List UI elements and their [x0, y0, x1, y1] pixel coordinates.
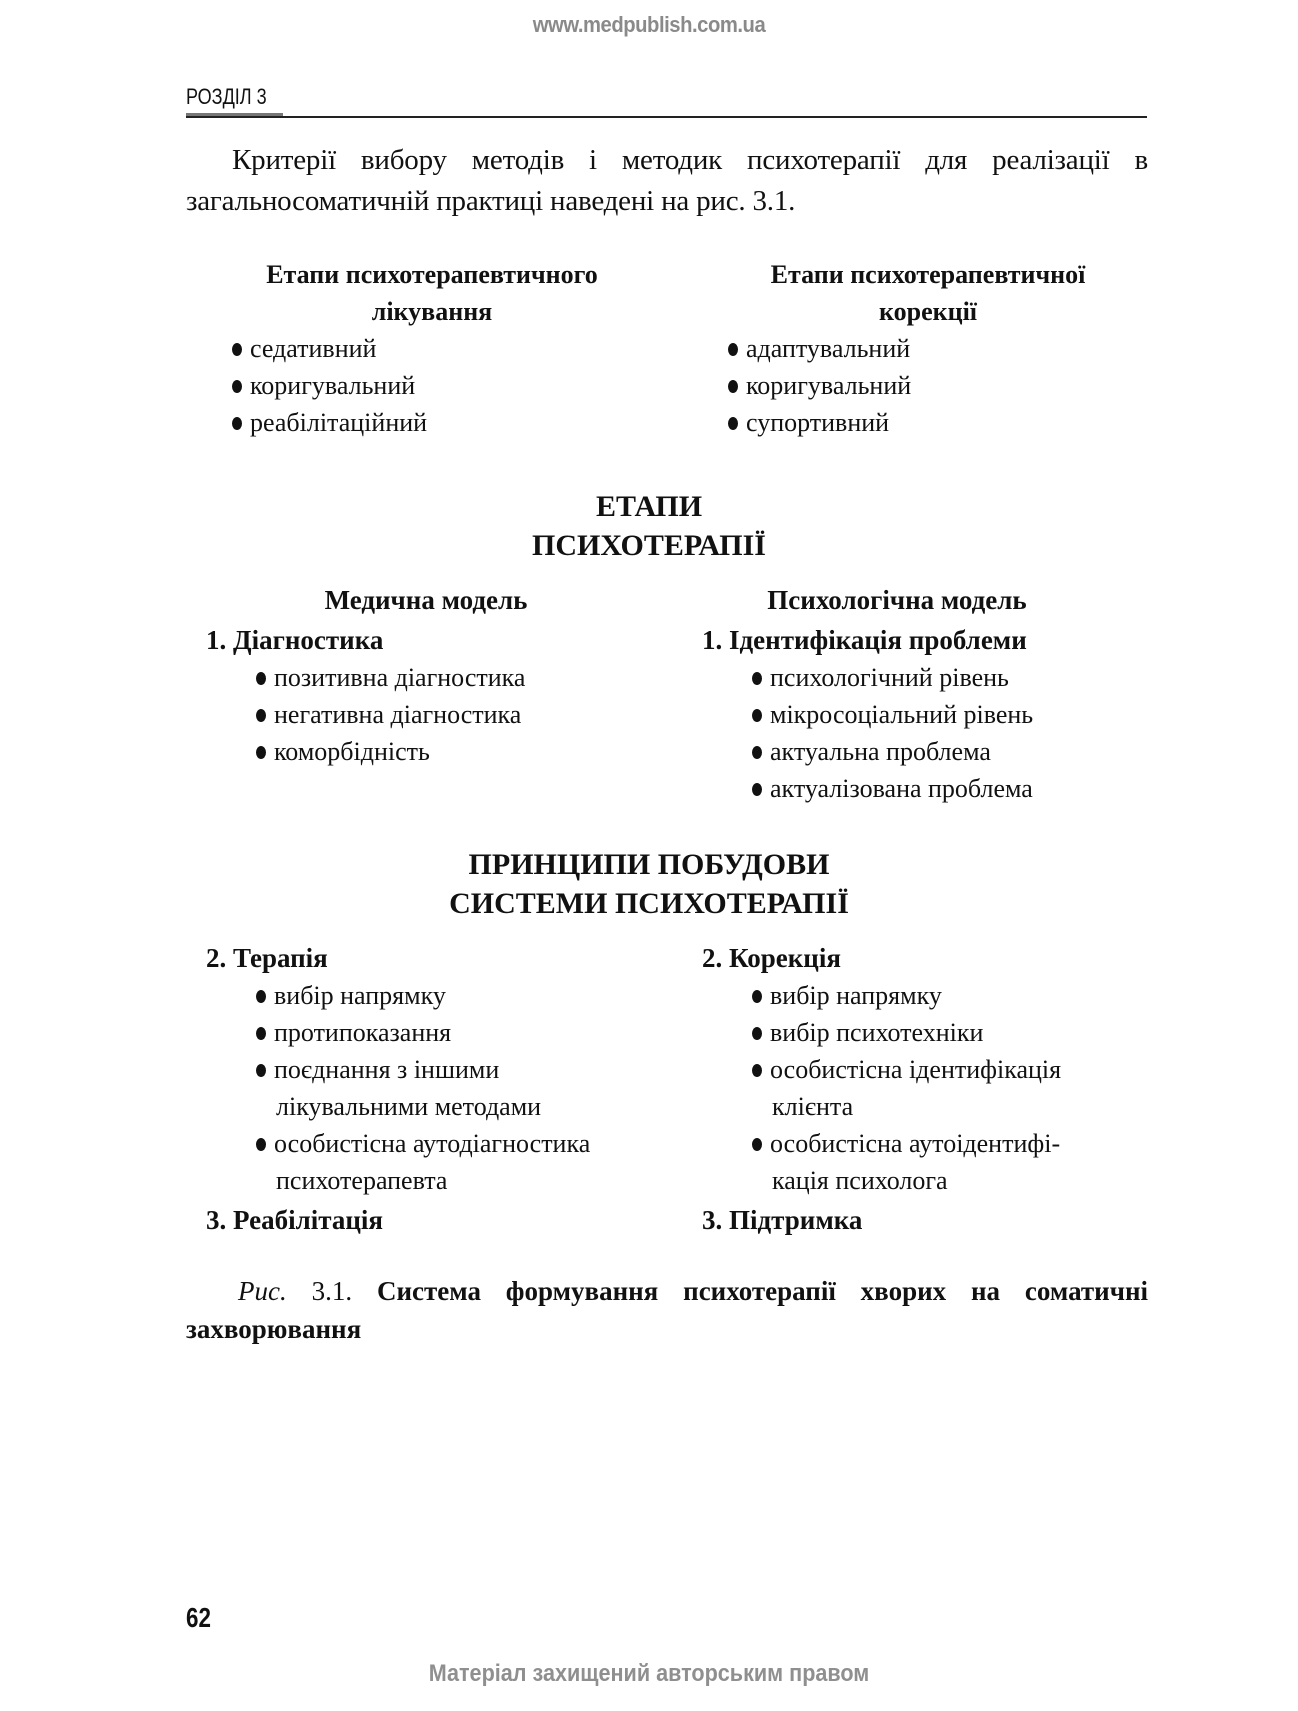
- title-line: лікування: [371, 297, 493, 326]
- bullet-icon: [256, 1027, 266, 1040]
- title-line: Етапи психотерапевтичного: [266, 260, 598, 289]
- list-item: [728, 330, 1128, 367]
- list-item-text: мікросоціальний рівень: [770, 700, 1034, 729]
- list-item-text: коригувальний: [746, 371, 912, 400]
- list-item-text: психологічний рівень: [770, 663, 1009, 692]
- bullet-icon: [232, 343, 242, 356]
- list-item: [752, 696, 1162, 733]
- list-item: [752, 1014, 1162, 1051]
- list-item: [256, 1125, 666, 1162]
- list-item-text: особистісна аутоідентифі-: [770, 1129, 1061, 1158]
- list-item-text: адаптувальний: [746, 334, 911, 363]
- intro-paragraph: Критерії вибору методів і методик психотерапії для реалізації в загальносоматичній практиці наведені на рис. 3.1.: [186, 144, 1148, 217]
- list-item: [752, 770, 1162, 807]
- bullet-icon: [232, 417, 242, 430]
- bullet-icon: [752, 1064, 762, 1077]
- list-item-text: реабілітаційний: [250, 408, 428, 437]
- list-item-continuation: лікувальними методами: [276, 1092, 542, 1121]
- list-item: [752, 733, 1162, 770]
- bullet-icon: [728, 380, 738, 393]
- list-item-text: особистісна аутодіагностика: [274, 1129, 591, 1158]
- bullet-icon: [752, 783, 762, 796]
- list-item-text: седативний: [250, 334, 377, 363]
- list-item: [232, 367, 632, 404]
- step-heading: 3. Реабілітація: [206, 1205, 384, 1235]
- bullet-icon: [256, 746, 266, 759]
- bullet-icon: [752, 672, 762, 685]
- title-line: ЕТАПИ: [595, 490, 703, 523]
- header-rule: [186, 116, 1147, 118]
- title-line: Етапи психотерапевтичної: [770, 260, 1086, 289]
- bullet-icon: [752, 990, 762, 1003]
- list-item: [752, 659, 1162, 696]
- figure-caption: [186, 1272, 1148, 1348]
- bullet-icon: [752, 1138, 762, 1151]
- bullet-icon: [256, 1064, 266, 1077]
- list-item-text: негативна діагностика: [274, 700, 522, 729]
- list-item: [256, 696, 666, 733]
- caption-title: Система формування психотерапії хворих на соматичні захворювання: [186, 1276, 1148, 1344]
- step-heading: 1. Діагностика: [206, 625, 384, 655]
- copyright-watermark: Матеріал захищений авторським правом: [428, 1660, 870, 1687]
- bullet-icon: [728, 343, 738, 356]
- list-item-text: протипоказання: [274, 1018, 452, 1047]
- list-item-text: коригувальний: [250, 371, 416, 400]
- bullet-icon: [256, 709, 266, 722]
- list-item-text: вибір психотехніки: [770, 1018, 984, 1047]
- caption-number: 3.1.: [311, 1276, 353, 1306]
- bullet-icon: [752, 746, 762, 759]
- bullet-icon: [728, 417, 738, 430]
- stages-correction-title: [728, 256, 1128, 330]
- bullet-icon: [752, 709, 762, 722]
- bullet-icon: [752, 1027, 762, 1040]
- list-item-text: особистісна ідентифікація: [770, 1055, 1062, 1084]
- title-line: ПСИХОТЕРАПІЇ: [532, 529, 766, 562]
- list-item-continuation: кація психолога: [772, 1166, 948, 1195]
- section-title-stages: [0, 487, 1298, 565]
- list-item-continuation: клієнта: [772, 1092, 854, 1121]
- psychological-model-title: Психологічна модель: [767, 585, 1027, 615]
- step-heading: 3. Підтримка: [702, 1205, 863, 1235]
- list-item-text: супортивний: [746, 408, 890, 437]
- title-line: корекції: [878, 297, 978, 326]
- list-item: [256, 733, 666, 770]
- list-item-continuation: психотерапевта: [276, 1166, 448, 1195]
- bullet-icon: [256, 990, 266, 1003]
- medical-model-title: Медична модель: [324, 585, 528, 615]
- bullet-icon: [256, 672, 266, 685]
- list-item-text: вибір напрямку: [770, 981, 942, 1010]
- running-head: РОЗДІЛ 3: [186, 84, 267, 109]
- step-heading: 1. Ідентифікація проблеми: [702, 625, 1027, 655]
- list-item-text: актуальна проблема: [770, 737, 991, 766]
- list-item: [752, 1125, 1162, 1162]
- list-item: [256, 1051, 666, 1088]
- list-item: [256, 977, 666, 1014]
- medical-model-column: [206, 582, 666, 770]
- list-item-text: коморбідність: [274, 737, 430, 766]
- list-item: [256, 659, 666, 696]
- stages-treatment-column: [232, 256, 632, 441]
- list-item-text: актуалізована проблема: [770, 774, 1033, 803]
- page-number: 62: [186, 1602, 211, 1633]
- step-heading: 2. Корекція: [702, 943, 841, 973]
- list-item-text: поєднання з іншими: [274, 1055, 500, 1084]
- list-item-text: вибір напрямку: [274, 981, 446, 1010]
- list-item: [752, 1051, 1162, 1088]
- list-item: [256, 1014, 666, 1051]
- caption-label: Рис.: [238, 1276, 287, 1306]
- list-item: [752, 977, 1162, 1014]
- list-item: [232, 404, 632, 441]
- step-heading: 2. Терапія: [206, 943, 328, 973]
- title-line: СИСТЕМИ ПСИХОТЕРАПІЇ: [449, 887, 849, 920]
- correction-column: [702, 940, 1162, 1239]
- therapy-column: [206, 940, 666, 1239]
- bullet-icon: [232, 380, 242, 393]
- list-item: [728, 404, 1128, 441]
- stages-treatment-title: [232, 256, 632, 330]
- list-item-text: позитивна діагностика: [274, 663, 526, 692]
- psychological-model-column: [702, 582, 1162, 807]
- list-item: [232, 330, 632, 367]
- section-title-principles: [0, 845, 1298, 923]
- bullet-icon: [256, 1138, 266, 1151]
- stages-correction-column: [728, 256, 1128, 441]
- title-line: ПРИНЦИПИ ПОБУДОВИ: [468, 848, 830, 881]
- list-item: [728, 367, 1128, 404]
- site-watermark-url: www.medpublish.com.ua: [532, 12, 766, 37]
